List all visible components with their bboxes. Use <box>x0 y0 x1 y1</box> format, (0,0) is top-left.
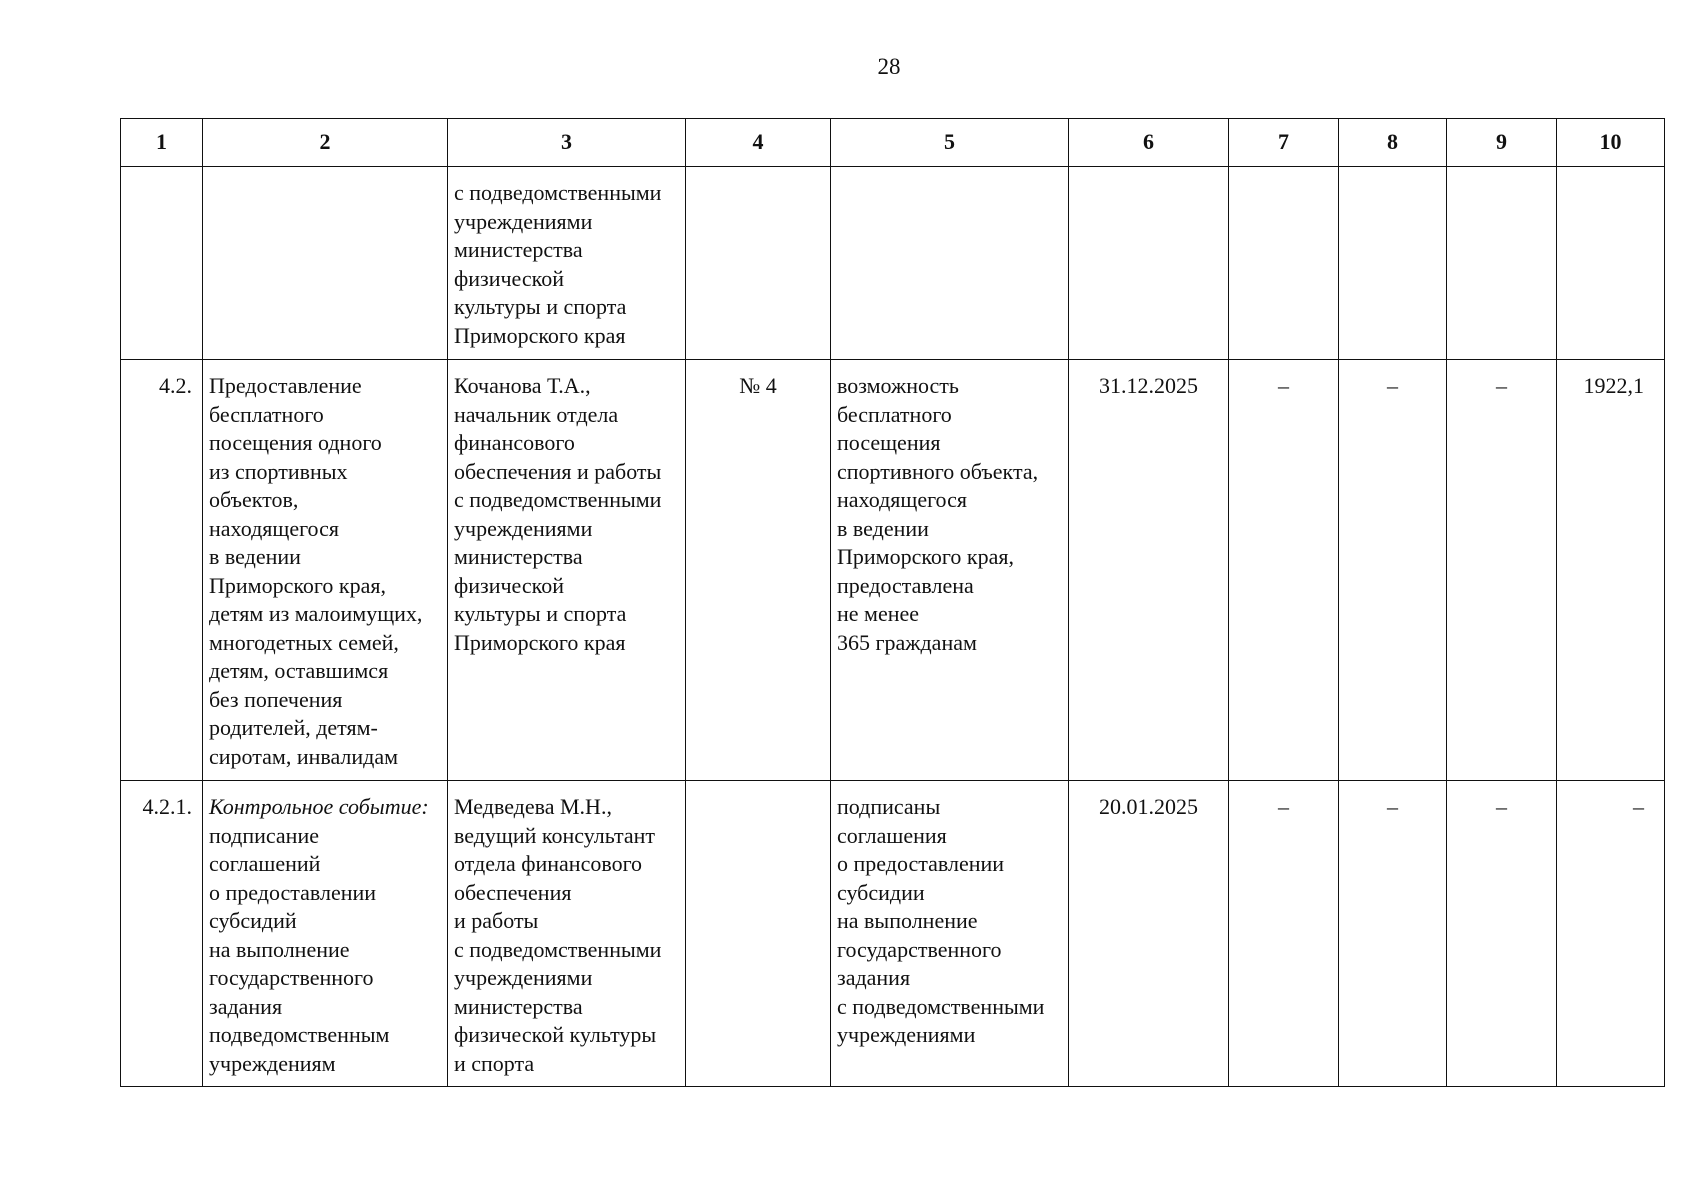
column-header-8: 8 <box>1339 119 1447 167</box>
cell-responsible: Медведева М.Н., ведущий консультант отдела финансового обеспечения и работы с подведомственными учреждениями министерства физической культуры и спорта <box>448 781 686 1087</box>
column-header-6: 6 <box>1069 119 1229 167</box>
cell-activity-text: Предоставление бесплатного посещения одного из спортивных объектов, находящегося в ведении Приморского края, детям из малоимущих, многодетных семей, детям, оставшимся без попечения родителей, детям- сиротам, инвалидам <box>209 373 423 769</box>
cell-document: № 4 <box>686 360 831 781</box>
table-row <box>121 167 1665 360</box>
table-row <box>121 360 1665 781</box>
column-header-1: 1 <box>121 119 203 167</box>
cell-col7: – <box>1229 781 1339 1087</box>
cell-col7: – <box>1229 360 1339 781</box>
cell-col9: – <box>1447 360 1557 781</box>
column-header-10: 10 <box>1557 119 1665 167</box>
cell-col8 <box>1339 167 1447 360</box>
cell-document <box>686 167 831 360</box>
header-row <box>121 119 1665 167</box>
page-number: 28 <box>877 54 901 79</box>
cell-col10: 1922,1 <box>1557 360 1665 781</box>
column-header-3: 3 <box>448 119 686 167</box>
cell-col8: – <box>1339 360 1447 781</box>
cell-col10: – <box>1557 781 1665 1087</box>
column-header-5: 5 <box>831 119 1069 167</box>
cell-result: возможность бесплатного посещения спортивного объекта, находящегося в ведении Приморского края, предоставлена не менее 365 гражданам <box>831 360 1069 781</box>
cell-col10 <box>1557 167 1665 360</box>
cell-col9: – <box>1447 781 1557 1087</box>
column-header-2: 2 <box>203 119 448 167</box>
cell-col9 <box>1447 167 1557 360</box>
table-row <box>121 781 1665 1087</box>
cell-activity <box>203 360 448 781</box>
cell-activity-text: подписание соглашений о предоставлении субсидий на выполнение государственного задания подведомственным учреждениям <box>209 822 390 1076</box>
cell-number: 4.2.1. <box>121 781 203 1087</box>
cell-activity-prefix: Контрольное событие: <box>209 794 429 819</box>
cell-result: подписаны соглашения о предоставлении субсидии на выполнение государственного задания с подведомственными учреждениями <box>831 781 1069 1087</box>
cell-activity <box>203 781 448 1087</box>
cell-date: 20.01.2025 <box>1069 781 1229 1087</box>
column-header-4: 4 <box>686 119 831 167</box>
column-header-9: 9 <box>1447 119 1557 167</box>
cell-date <box>1069 167 1229 360</box>
column-header-7: 7 <box>1229 119 1339 167</box>
cell-responsible: с подведомственными учреждениями министерства физической культуры и спорта Приморского края <box>448 167 686 360</box>
cell-col7 <box>1229 167 1339 360</box>
cell-col8: – <box>1339 781 1447 1087</box>
cell-responsible: Кочанова Т.А., начальник отдела финансового обеспечения и работы с подведомственными учреждениями министерства физической культуры и спорта Приморского края <box>448 360 686 781</box>
cell-number: 4.2. <box>121 360 203 781</box>
cell-number <box>121 167 203 360</box>
cell-date: 31.12.2025 <box>1069 360 1229 781</box>
cell-result <box>831 167 1069 360</box>
cell-activity <box>203 167 448 360</box>
plan-table <box>120 118 1665 1087</box>
cell-document <box>686 781 831 1087</box>
